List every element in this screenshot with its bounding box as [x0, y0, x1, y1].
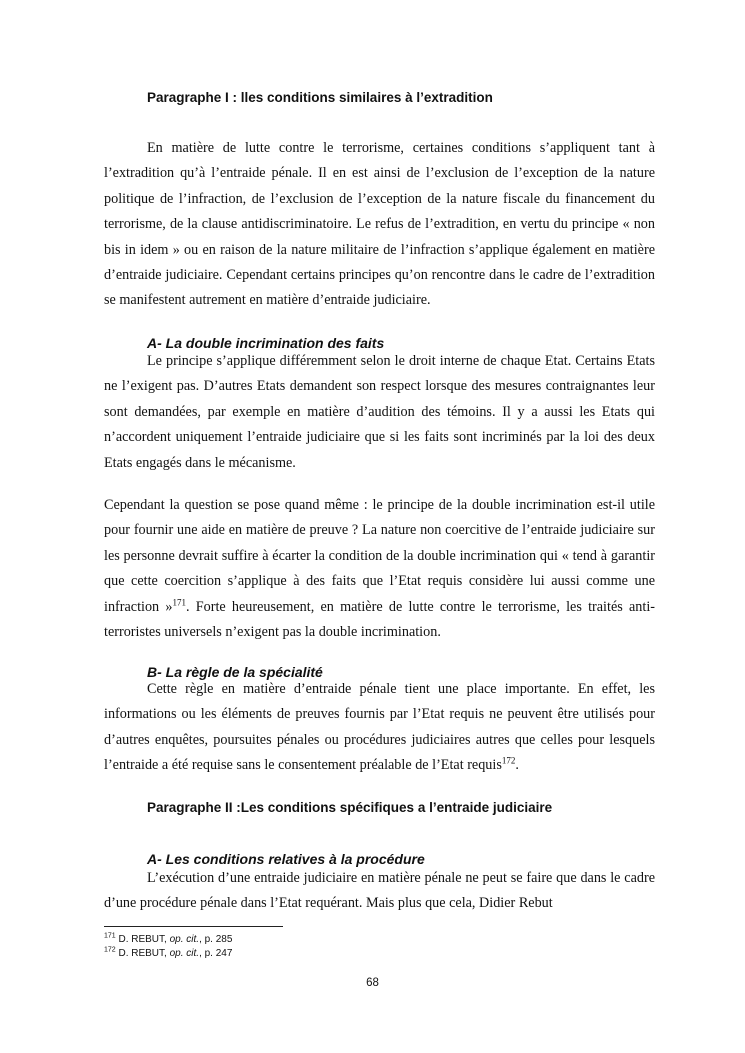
footnote-172 [104, 948, 232, 959]
footnote-author: D. REBUT, [118, 948, 170, 959]
footnote-citation: op. cit. [169, 934, 200, 945]
footnote-citation: op. cit. [169, 948, 200, 959]
subheading-a-double-incrimination: A- La double incrimination des faits [147, 335, 385, 351]
footnote-ref-171: 171 [172, 596, 186, 607]
footnote-171 [104, 934, 232, 945]
body-paragraph-1: En matière de lutte contre le terrorisme, certaines conditions s’appliquent tant à l’extradition qu’à l’entraide pénale. Il en est ainsi de l’exclusion de l’exception de la nature politique de l’infraction, de l’exclusion de l’exception de la nature fiscale du financement du terrorisme, de la clause antidiscriminatoire. Le refus de l’extradition, en vertu du principe « non bis in idem » ou en raison de la nature militaire de l’infraction s’applique également en matière d’entraide judiciaire. Cependant certains principes qu’on rencontre dans le cadre de l’extradition se manifestent autrement en matière d’entraide judiciaire. [104, 140, 655, 309]
footnote-page: , p. 247 [199, 948, 233, 959]
subheading-b-specialite: B- La règle de la spécialité [147, 664, 323, 680]
footnote-number: 172 [104, 946, 116, 954]
footnote-page: , p. 285 [199, 934, 233, 945]
body-paragraph-5: L’exécution d’une entraide judiciaire en matière pénale ne peut se faire que dans le cadre d’une procédure pénale dans l’Etat requérant. Mais plus que cela, Didier Rebut [104, 870, 655, 912]
body-paragraph-3 [104, 493, 655, 645]
footnote-number: 171 [104, 932, 116, 940]
page-number: 68 [366, 977, 379, 989]
footnote-separator [104, 926, 283, 927]
paragraph-2-heading: Paragraphe II :Les conditions spécifiques a l’entraide judiciaire [147, 800, 553, 815]
body-paragraph-3-text-a: Cependant la question se pose quand même : le principe de la double incrimination est-il utile pour fournir une aide en matière de preuve ? La nature non coercitive de l’entraide judiciaire sur les personne devrait suffire à écarter la condition de la double incrimination qui « tend à garantir que cette coercition s’applique à des faits que l’Etat requis considère lui aussi comme une infraction » [104, 497, 655, 615]
body-paragraph-3-text-b: . Forte heureusement, en matière de lutte contre le terrorisme, les traités anti-terroristes universels n’exigent pas la double incrimination. [104, 598, 655, 641]
footnote-author: D. REBUT, [118, 934, 170, 945]
subheading-a-procedure: A- Les conditions relatives à la procédure [147, 851, 425, 867]
body-paragraph-4-text-a: Cette règle en matière d’entraide pénale tient une place importante. En effet, les informations ou les éléments de preuves fournis par l’Etat requis ne peuvent être utilisés pour d’autres enquêtes, poursuites pénales ou procédures judiciaires autres que celles pour lesquels l’entraide a été requise sans le consentement préalable de l’Etat requis [104, 681, 655, 774]
footnote-ref-172: 172 [501, 755, 516, 766]
body-paragraph-4-text-b: . [515, 757, 519, 774]
body-paragraph-4 [104, 677, 655, 779]
paragraph-1-heading: Paragraphe I : lles conditions similaires à l’extradition [147, 90, 493, 105]
body-paragraph-2: Le principe s’applique différemment selon le droit interne de chaque Etat. Certains Etats ne l’exigent pas. D’autres Etats demandent son respect lorsque des mesures contraignantes leur sont demandées, par exemple en matière d’audition des témoins. Il y a aussi les Etats qui n’accordent uniquement l’entraide judiciaire que si les faits sont incriminés par la loi des deux Etats engagés dans le mécanisme. [104, 353, 655, 471]
